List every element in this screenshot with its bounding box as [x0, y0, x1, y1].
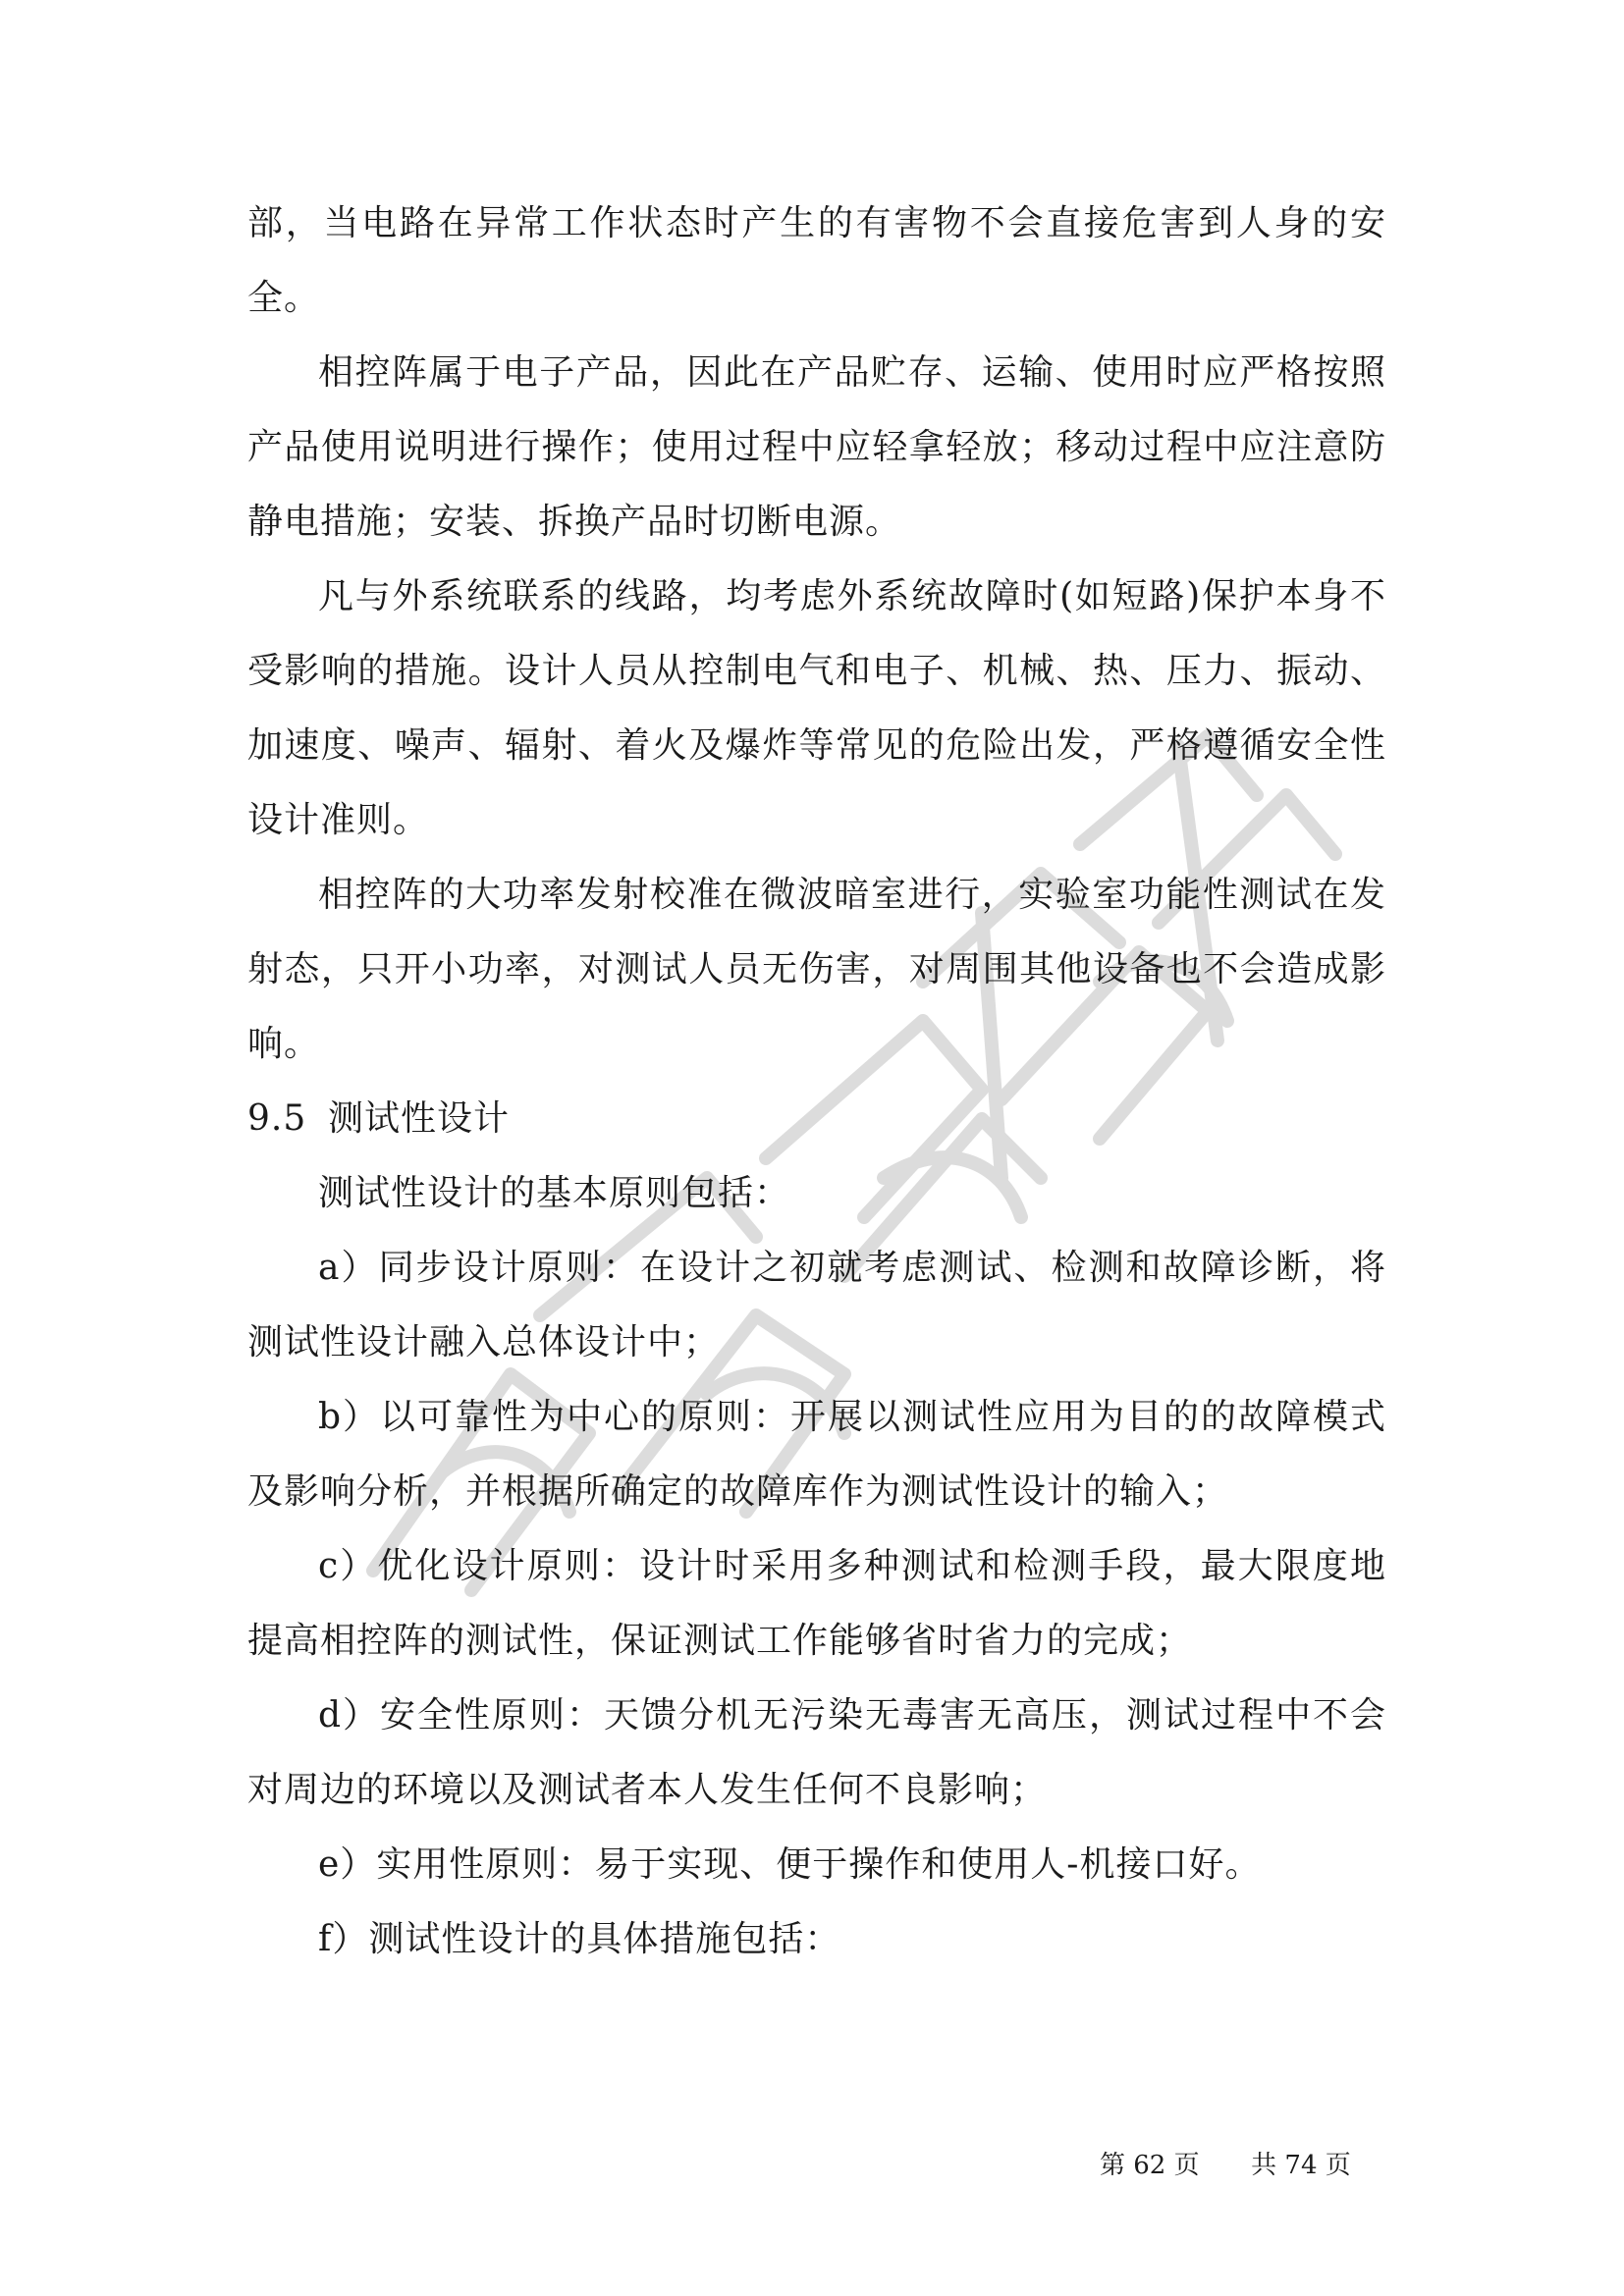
list-item-a: a）同步设计原则：在设计之初就考虑测试、检测和故障诊断，将测试性设计融入总体设计中；	[247, 1248, 1386, 1362]
list-item-b: b）以可靠性为中心的原则：开展以测试性应用为目的的故障模式及影响分析，并根据所确定的故障库作为测试性设计的输入；	[247, 1397, 1386, 1512]
paragraph-external-systems: 凡与外系统联系的线路，均考虑外系统故障时(如短路)保护本身不受影响的措施。设计人员从控制电气和电子、机械、热、压力、振动、加速度、噪声、辐射、着火及爆炸等常见的危险出发，严格遵循安全性设计准则。	[247, 576, 1386, 840]
paragraph-handling: 相控阵属于电子产品，因此在产品贮存、运输、使用时应严格按照产品使用说明进行操作；使用过程中应轻拿轻放；移动过程中应注意防静电措施；安装、拆换产品时切断电源。	[247, 352, 1386, 542]
page-number: 第 62 页	[1100, 2151, 1200, 2180]
paragraph-calibration: 相控阵的大功率发射校准在微波暗室进行，实验室功能性测试在发射态，只开小功率，对测试人员无伤害，对周围其他设备也不会造成影响。	[247, 875, 1386, 1064]
list-item-e: e）实用性原则：易于实现、便于操作和使用人-机接口好。	[318, 1844, 1262, 1885]
section-heading	[247, 1082, 1386, 1156]
section-title: 测试性设计	[328, 1098, 511, 1139]
list-item-c: c）优化设计原则：设计时采用多种测试和检测手段，最大限度地提高相控阵的测试性，保证测试工作能够省时省力的完成；	[247, 1546, 1386, 1661]
page-footer	[1100, 2148, 1351, 2183]
section-number: 9.5	[247, 1098, 307, 1139]
list-item-d: d）安全性原则：天馈分机无污染无毒害无高压，测试过程中不会对周边的环境以及测试者本人发生任何不良影响；	[247, 1695, 1386, 1810]
paragraph-principles-intro: 测试性设计的基本原则包括：	[318, 1173, 791, 1213]
page-total: 共 74 页	[1251, 2151, 1351, 2180]
list-item-f: f）测试性设计的具体措施包括：	[318, 1919, 841, 1959]
paragraph-continued: 部，当电路在异常工作状态时产生的有害物不会直接危害到人身的安全。	[247, 203, 1386, 318]
document-body	[247, 187, 1386, 1977]
